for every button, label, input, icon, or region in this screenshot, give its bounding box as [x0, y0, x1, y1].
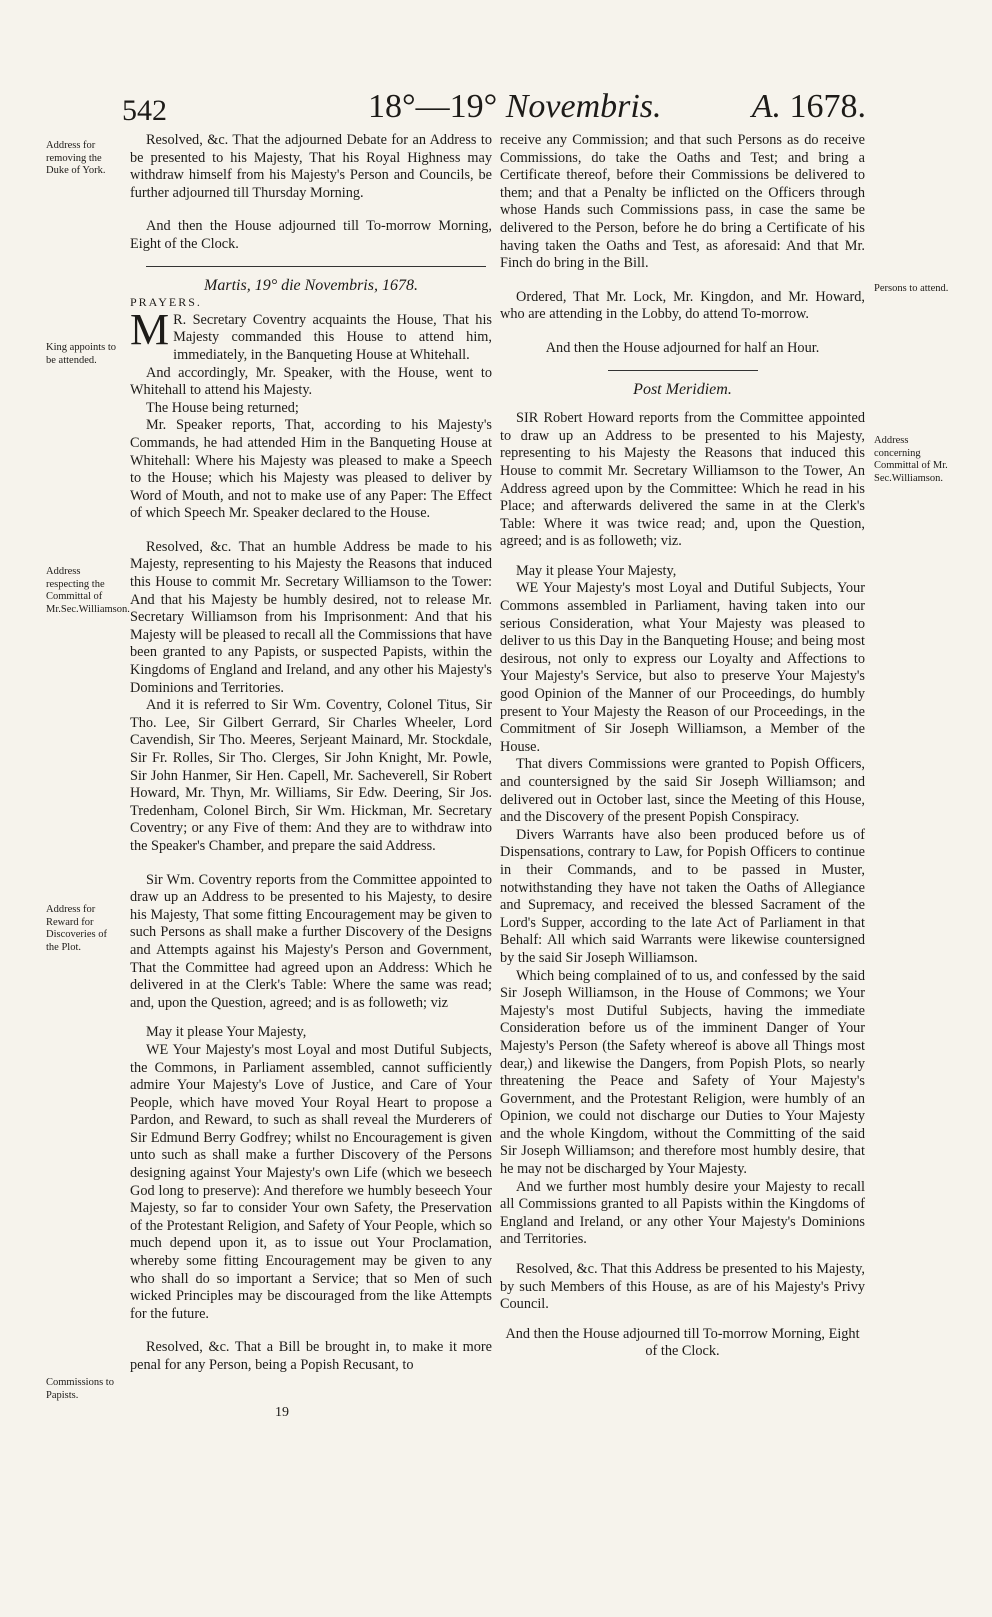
margin-note-address-removing: Address for removing the Duke of York. [46, 140, 106, 176]
complained-of: Which being complained of to us, and confessed by the said Sir Joseph Williamson, in the House of Commons; we Your Majesty's most Dutiful Subjects, having the immediate Consideration before us of the imminent Danger of Your Majesty's Person (the Safety whereof is above all Things most dear,) and likewise the Dangers, from Popish Plots, so nearly threatening the Peace and Safety of Your Majesty's Government, and the Protestant Religion, were humbly of an Opinion, we could not discharge our Duties to Your Majesty and the whole Kingdom, without the Committing of the said Sir Joseph Williamson; and therefore most humbly desire, that he may not be discharged by Your Majesty. [500, 967, 865, 1178]
drop-cap: M [130, 304, 170, 354]
howard-reports: SIR Robert Howard reports from the Committee appointed to draw up an Address to be presented to his Majesty, representing to his Majesty the Reasons that induced this House to commit Mr. Secretary Williamson to the Tower, An Address agreed upon by the Committee: Which he read in his Place; and afterwards delivered the same in at the Clerk's Table: Where it was twice read; and, upon the Question, agreed; and is as followeth; viz. [500, 410, 865, 550]
post-meridiem-heading: Post Meridiem. [633, 380, 732, 398]
committee-referral: And it is referred to Sir Wm. Coventry, Colonel Titus, Sir Tho. Lee, Sir Gilbert Gerrard, Sir Charles Wheeler, Lord Cavendish, Sir Tho. Meeres, Serjeant Mainard, Mr. Stockdale, Sir Fr. Rolles, Sir Tho. Clerges, Sir John Knight, Mr. Powle, Sir John Hanmer, Sir Hen. Capell, Mr. Sacheverell, Sir Robert Howard, Mr. Thyn, Mr. Williams, Sir Edw. Deering, Sir Jos. Tredenham, Colonel Birch, Sir Wm. Hickman, Mr. Secretary Coventry; or any Five of them: And they are to withdraw into the Speaker's Chamber, and prepare the said Address. [130, 697, 492, 854]
day-heading: Martis, 19° die Novembris, 1678. [204, 276, 418, 294]
left-column [130, 132, 492, 1375]
commission-continuation: receive any Commission; and that such Persons as do receive Commissions, do take the Oaths and Test; and bring a Certificate thereof, before their Commissions be delivered to them; and that a Penalty be inflicted on the Officers through whose Hands such Commissions pass, in case the same be delivered to the Person, before he do bring a Certificate of his having taken the Oaths and Test, as aforesaid: And that Mr. Finch do bring in the Bill. [500, 132, 865, 272]
salutation-right: May it please Your Majesty, [516, 562, 677, 579]
secretary-coventry-text: R. Secretary Coventry acquaints the House, That his Majesty commanded this House to attend him, immediately, in the Banqueting House at Whitehall. [173, 311, 492, 363]
margin-note-address-respecting: Address respecting the Committal of Mr.Sec.Williamson. [46, 566, 130, 615]
salutation: May it please Your Majesty, [146, 1024, 307, 1041]
prayers-label: PRAYERS. [130, 295, 202, 310]
house-returned: The House being returned; [146, 399, 299, 416]
page-date [368, 88, 662, 126]
adjourned-tomorrow: And then the House adjourned till To-morrow Morning, Eight of the Clock. [505, 1325, 860, 1360]
date-word: Novembris. [505, 88, 662, 125]
resolved-humble-address: Resolved, &c. That an humble Address be made to his Majesty, representing to his Majesty the Reasons that induced this House to commit Mr. Secretary Williamson to the Tower: And that his Majesty be humbly desired, not to release Mr. Secretary Williamson from his Imprisonment: And that his Majesty will be pleased to recall all the Commissions that have been granted to any Papists, or suspected Papists, within the Kingdoms of England and Ireland, and any other his Majesty's Dominions and Territories. [130, 538, 492, 696]
secretary-coventry-para [130, 304, 492, 365]
address-reward-text: WE Your Majesty's most Loyal and most Dutiful Subjects, the Commons, in Parliament assembled, cannot sufficiently admire Your Majesty's Love of Justice, and Care of Your People, which have moved Your Royal Heart to propose a Pardon, and Reward, to such as shall reveal the Murderers of Sir Edmund Berry Godfrey; whilst no Encouragement is given unto such as shall make a further Discovery of the Persons designing against Your Majesty's own Life (which we beseech God long to preserve): And therefore we humbly beseech Your Majesty, so far to consider Your own Safety, the Preservation of the Protestant Religion, and Safety of Your People, which so much depend upon it, as to issue out Your Proclamation, whereby some fitting Encouragement may be given to any who shall do so important a Service; that so Men of such wicked Principles may be discouraged from the like Attempts for the future. [130, 1041, 492, 1322]
speaker-reports: Mr. Speaker reports, That, according to his Majesty's Commands, he had attended Him in the Banqueting House at Whitehall: Where his Majesty was pleased to make a Speech to the House; which his Majesty was pleased to deliver by Word of Mouth, and not to make use of any Paper: The Effect of which Speech Mr. Speaker declared to the House. [130, 417, 492, 522]
house-adjourned: And then the House adjourned till To-morrow Morning, Eight of the Clock. [130, 218, 492, 252]
margin-note-commissions: Commissions to Papists. [46, 1377, 114, 1401]
resolved-presented: Resolved, &c. That this Address be presented to his Majesty, by such Members of this House, as are of his Majesty's Privy Council. [500, 1261, 865, 1313]
page-year [752, 88, 866, 126]
page-header [118, 88, 866, 132]
coventry-reports: Sir Wm. Coventry reports from the Committee appointed to draw up an Address to be presented to his Majesty, to desire his Majesty, That some fitting Encouragement may be given to such Persons as shall make a further Discovery of the Designs and Attempts against his Majesty's Person and Government, That the Committee had agreed upon an Address: Which he delivered in at the Clerk's Table: Where the same was read; and, upon the Question, agreed; and is as followeth; viz [130, 871, 492, 1011]
recall-commissions: And we further most humbly desire your Majesty to recall all Commissions granted to all Papists within the Kingdoms of England and Ireland, or any other Your Majesty's Dominions and Territories. [500, 1178, 865, 1248]
speaker-went-para: And accordingly, Mr. Speaker, with the House, went to Whitehall to attend his Majesty. [130, 364, 492, 399]
margin-note-address-concerning: Address concerning Committal of Mr. Sec.Williamson. [874, 435, 948, 484]
margin-note-persons-attend: Persons to attend. [874, 283, 949, 294]
year-prefix: A. [751, 88, 781, 125]
right-column [500, 132, 865, 1361]
address-williamson-text: WE Your Majesty's most Loyal and Dutiful Subjects, Your Commons assembled in Parliament, having taken into our serious Consideration, what Your Majesty was pleased to deliver to us this Day in the Banqueting House; and being most desirous, not only to express our Loyalty and Affections to Your Majesty's Service, but also to preserve Your Majesty's good Opinion of the Manner of our Proceedings, do humbly present to Your Majesty the Reason of our Proceedings, in the Commitment of Sir Joseph Williamson, a Member of the House. [500, 580, 865, 755]
warrants-produced: Divers Warrants have also been produced before us of Dispensations, contrary to Law, for Popish Officers to continue in their Commands, and to be passed in Muster, notwithstanding they have not taken the Oaths of Allegiance and Supremacy, and received the blessed Sacrament of the Lord's Supper, according to the late Act of Parliament in that Behalf: All which said Warrants were likewise countersigned by the said Sir Joseph Williamson. [500, 826, 865, 966]
year-value: 1678. [789, 88, 866, 125]
ordered-attend: Ordered, That Mr. Lock, Mr. Kingdon, and Mr. Howard, who are attending in the Lobby, do attend To-morrow. [500, 288, 865, 323]
section-divider-right [608, 370, 758, 371]
section-divider [146, 266, 486, 267]
resolved-bill: Resolved, &c. That a Bill be brought in, to make it more penal for any Person, being a Popish Recusant, to [130, 1339, 492, 1373]
resolved-adjourned-debate: Resolved, &c. That the adjourned Debate for an Address to be presented to his Majesty, That his Royal Highness may withdraw himself from his Majesty's Person and Councils, be further adjourned till Thursday Morning. [130, 132, 492, 201]
page-number: 542 [122, 94, 167, 127]
date-prefix: 18°—19° [368, 88, 498, 125]
margin-note-king-appoints: King appoints to be attended. [46, 342, 116, 366]
signature-mark: 19 [275, 1405, 289, 1420]
adjourned-half-hour: And then the House adjourned for half an Hour. [545, 339, 820, 356]
margin-note-address-reward: Address for Reward for Discoveries of the Plot. [46, 904, 107, 953]
commissions-granted: That divers Commissions were granted to Popish Officers, and countersigned by the said Sir Joseph Williamson; and delivered out in October last, since the Meeting of this House, and the Discovery of the present Popish Conspiracy. [500, 756, 865, 826]
